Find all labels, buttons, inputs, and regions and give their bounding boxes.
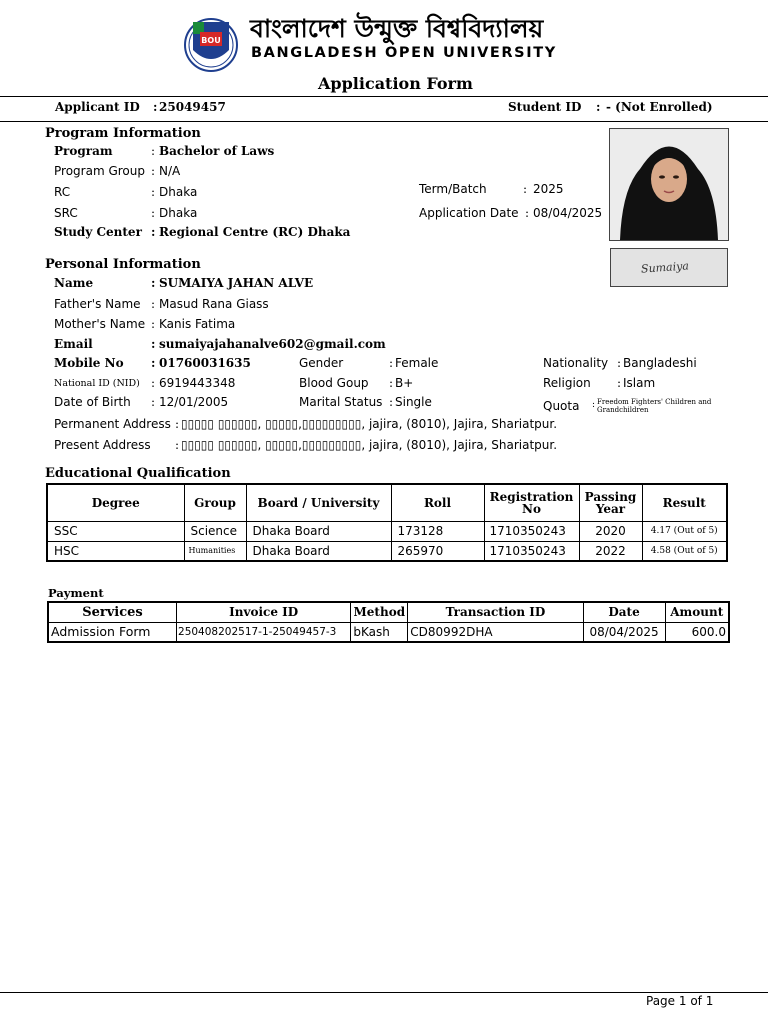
colon: : bbox=[151, 356, 156, 370]
column-header: Services bbox=[48, 602, 177, 622]
registration-cell: 1710350243 bbox=[484, 521, 579, 541]
father-name-value: Masud Rana Giass bbox=[159, 297, 269, 311]
colon: : bbox=[151, 297, 156, 311]
term-value: 2025 bbox=[533, 182, 564, 196]
column-header: Degree bbox=[47, 484, 184, 521]
colon: : bbox=[523, 182, 528, 196]
colon: : bbox=[151, 276, 156, 290]
email-label: Email bbox=[54, 337, 93, 351]
colon: : bbox=[151, 225, 156, 239]
program-label: Program bbox=[54, 144, 113, 158]
program-section-title: Program Information bbox=[45, 126, 201, 141]
rc-value: Dhaka bbox=[159, 185, 198, 199]
footer-divider bbox=[0, 992, 768, 993]
passing-year-cell: 2022 bbox=[579, 541, 642, 561]
nationality-value: Bangladeshi bbox=[623, 356, 697, 370]
colon: : bbox=[175, 417, 180, 431]
src-value: Dhaka bbox=[159, 206, 198, 220]
transaction-cell: CD80992DHA bbox=[408, 622, 583, 642]
university-name-english: BANGLADESH OPEN UNIVERSITY bbox=[251, 45, 557, 61]
applicant-id-label: Applicant ID bbox=[55, 100, 140, 114]
group-cell: Science bbox=[184, 521, 246, 541]
colon: : bbox=[389, 376, 394, 390]
program-value: Bachelor of Laws bbox=[159, 144, 275, 158]
education-table bbox=[46, 483, 728, 562]
page-number: Page 1 of 1 bbox=[646, 994, 714, 1008]
table-header-row bbox=[47, 484, 727, 521]
column-header: Roll bbox=[391, 484, 484, 521]
result-cell: 4.17 (Out of 5) bbox=[642, 521, 727, 541]
student-id-label: Student ID bbox=[508, 100, 582, 114]
colon: : bbox=[525, 206, 530, 220]
colon: : bbox=[151, 164, 156, 178]
colon: : bbox=[389, 356, 394, 370]
colon: : bbox=[151, 185, 156, 199]
blood-group-label: Blood Goup bbox=[299, 376, 369, 390]
rc-label: RC bbox=[54, 185, 71, 199]
marital-status-value: Single bbox=[395, 395, 432, 409]
nationality-label: Nationality bbox=[543, 356, 609, 370]
passing-year-cell: 2020 bbox=[579, 521, 642, 541]
applicant-photo bbox=[609, 128, 729, 241]
study-center-label: Study Center bbox=[54, 225, 142, 239]
university-logo bbox=[178, 16, 244, 74]
student-id-value: - (Not Enrolled) bbox=[606, 100, 713, 114]
father-name-label: Father's Name bbox=[54, 297, 141, 311]
gender-label: Gender bbox=[299, 356, 344, 370]
religion-label: Religion bbox=[543, 376, 591, 390]
column-header: Transaction ID bbox=[408, 602, 583, 622]
divider bbox=[0, 96, 768, 97]
mobile-label: Mobile No bbox=[54, 356, 124, 370]
colon: : bbox=[617, 376, 622, 390]
name-label: Name bbox=[54, 276, 94, 290]
colon: : bbox=[151, 206, 156, 220]
group-cell: Humanities bbox=[184, 541, 246, 561]
mother-name-value: Kanis Fatima bbox=[159, 317, 236, 331]
colon: : bbox=[175, 438, 180, 452]
roll-cell: 173128 bbox=[391, 521, 484, 541]
amount-cell: 600.0 bbox=[665, 622, 729, 642]
column-header: Invoice ID bbox=[177, 602, 351, 622]
column-header: Passing Year bbox=[579, 484, 642, 521]
column-header: Result bbox=[642, 484, 727, 521]
present-address-label: Present Address bbox=[54, 438, 151, 452]
student-id-colon: : bbox=[596, 100, 601, 114]
date-cell: 08/04/2025 bbox=[583, 622, 665, 642]
signature-image: Sumaiya bbox=[640, 259, 690, 276]
name-value: SUMAIYA JAHAN ALVE bbox=[159, 276, 314, 290]
nid-value: 6919443348 bbox=[159, 376, 236, 390]
payment-table bbox=[47, 601, 730, 643]
dob-value: 12/01/2005 bbox=[159, 395, 229, 409]
education-section-title: Educational Qualification bbox=[45, 466, 231, 481]
nid-label: National ID (NID) bbox=[54, 378, 140, 389]
payment-section-title: Payment bbox=[48, 586, 104, 600]
degree-cell: SSC bbox=[47, 521, 184, 541]
present-address-value: ▯▯▯▯▯ ▯▯▯▯▯▯, ▯▯▯▯▯,▯▯▯▯▯▯▯▯▯, jajira, (8010), Jajira, Shariatpur. bbox=[181, 438, 558, 452]
board-cell: Dhaka Board bbox=[246, 541, 391, 561]
colon: : bbox=[151, 395, 156, 409]
quota-label: Quota bbox=[543, 399, 580, 413]
applicant-id-colon: : bbox=[153, 100, 158, 114]
signature-box bbox=[610, 248, 728, 287]
src-label: SRC bbox=[54, 206, 78, 220]
program-group-value: N/A bbox=[159, 164, 181, 178]
table-row bbox=[47, 521, 727, 541]
quota-value: Freedom Fighters' Children and Grandchildren bbox=[597, 398, 712, 414]
invoice-cell: 250408202517-1-25049457-3 bbox=[177, 622, 351, 642]
religion-value: Islam bbox=[623, 376, 656, 390]
column-header: Method bbox=[351, 602, 408, 622]
form-title: Application Form bbox=[318, 74, 473, 93]
column-header: Registration No bbox=[484, 484, 579, 521]
service-cell: Admission Form bbox=[48, 622, 177, 642]
svg-text:BOU: BOU bbox=[201, 36, 221, 45]
application-date-label: Application Date bbox=[419, 206, 519, 220]
study-center-value: Regional Centre (RC) Dhaka bbox=[159, 225, 351, 239]
result-cell: 4.58 (Out of 5) bbox=[642, 541, 727, 561]
column-header: Amount bbox=[665, 602, 729, 622]
application-date-value: 08/04/2025 bbox=[533, 206, 603, 220]
blood-group-value: B+ bbox=[395, 376, 414, 390]
personal-section-title: Personal Information bbox=[45, 257, 201, 272]
permanent-address-label: Permanent Address bbox=[54, 417, 171, 431]
roll-cell: 265970 bbox=[391, 541, 484, 561]
colon: : bbox=[592, 400, 596, 410]
applicant-id-value: 25049457 bbox=[159, 100, 226, 114]
mother-name-label: Mother's Name bbox=[54, 317, 146, 331]
column-header: Group bbox=[184, 484, 246, 521]
method-cell: bKash bbox=[351, 622, 408, 642]
colon: : bbox=[389, 395, 394, 409]
colon: : bbox=[617, 356, 622, 370]
column-header: Date bbox=[583, 602, 665, 622]
table-header-row bbox=[48, 602, 729, 622]
dob-label: Date of Birth bbox=[54, 395, 131, 409]
permanent-address-value: ▯▯▯▯▯ ▯▯▯▯▯▯, ▯▯▯▯▯,▯▯▯▯▯▯▯▯▯, jajira, (8010), Jajira, Shariatpur. bbox=[181, 417, 558, 431]
colon: : bbox=[151, 317, 156, 331]
colon: : bbox=[151, 337, 156, 351]
marital-status-label: Marital Status bbox=[299, 395, 383, 409]
divider bbox=[0, 121, 768, 122]
program-group-label: Program Group bbox=[54, 164, 145, 178]
board-cell: Dhaka Board bbox=[246, 521, 391, 541]
colon: : bbox=[151, 144, 156, 158]
mobile-value: 01760031635 bbox=[159, 356, 251, 370]
gender-value: Female bbox=[395, 356, 439, 370]
colon: : bbox=[151, 376, 156, 390]
column-header: Board / University bbox=[246, 484, 391, 521]
university-name-bangla: বাংলাদেশ উন্মুক্ত বিশ্ববিদ্যালয় bbox=[250, 14, 544, 43]
table-row bbox=[47, 541, 727, 561]
degree-cell: HSC bbox=[47, 541, 184, 561]
registration-cell: 1710350243 bbox=[484, 541, 579, 561]
table-row bbox=[48, 622, 729, 642]
term-label: Term/Batch bbox=[419, 182, 487, 196]
email-value: sumaiyajahanalve602@gmail.com bbox=[159, 337, 386, 351]
